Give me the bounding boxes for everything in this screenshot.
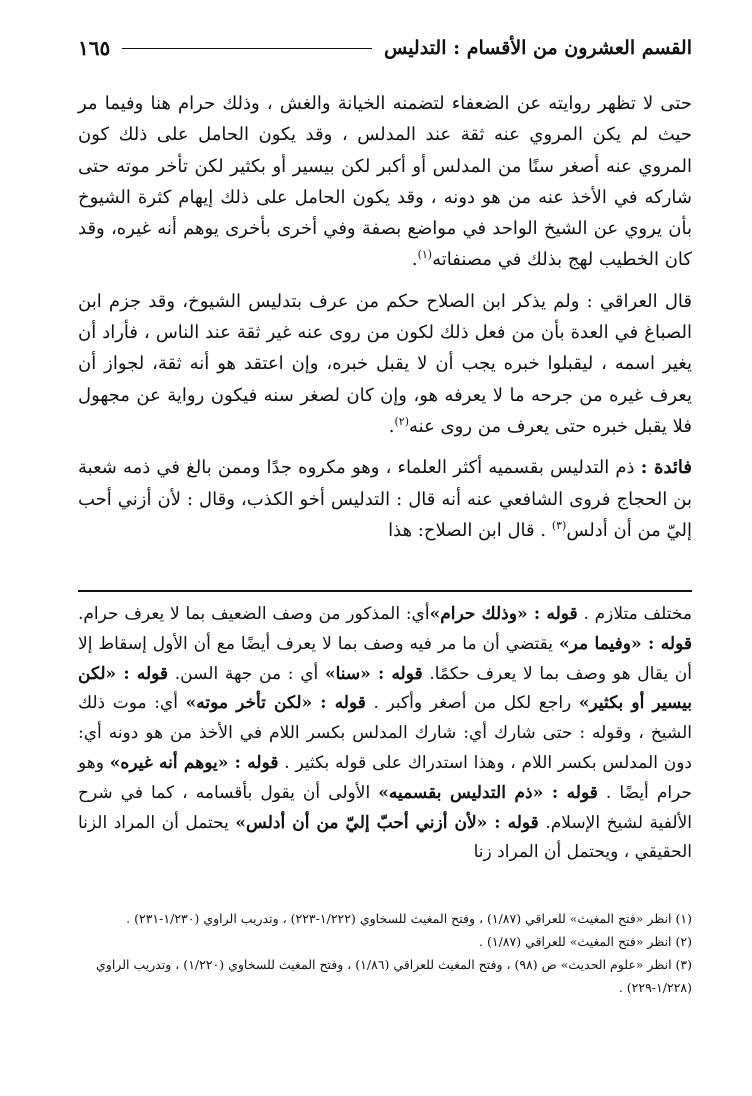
commentary-divider xyxy=(78,590,692,592)
commentary-text-7: وهو حرام أيضًا . xyxy=(78,752,692,803)
paragraph-3-text: ذم التدليس بقسميه أكثر العلماء ، وهو مكروه جدًا وممن بالغ في ذمه شعبة بن الحجاج فروى الشافعي عنه أنه قال : التدليس أخو الكذب، وقال : لأن أزني أحب إليّ من أن أدلس xyxy=(78,457,692,541)
commentary-keyword-3: قوله : «سنا» xyxy=(324,663,423,684)
main-text xyxy=(78,88,692,546)
paragraph-3 xyxy=(78,452,692,546)
commentary-keyword-7: قوله : «ذم التدليس بقسميه» xyxy=(378,782,598,803)
footnote-2: (٢) انظر «فتح المغيث» للعراقي (١/٨٧) . xyxy=(479,934,692,949)
footnote-ref-2: (٢) xyxy=(394,414,410,428)
commentary-text-2: أي: المذكور من وصف الضعيف بما لا يعرف حرام. xyxy=(78,604,430,624)
commentary-paragraph xyxy=(78,600,692,868)
paragraph-3-end: . قال ابن الصلاح: هذا xyxy=(388,519,552,541)
paragraph-2 xyxy=(78,286,692,442)
commentary-keyword-1: قوله : «وذلك حرام» xyxy=(429,604,578,624)
paragraph-1 xyxy=(78,88,692,276)
commentary-text-6: أي: موت ذلك الشيخ ، وقوله : حتى شارك أي: شارك المدلس بكسر اللام في الأخذ من هو دونه أي: دون المدلس بكسر اللام ، وهذا استدراك على قوله بكثير . xyxy=(78,693,692,773)
paragraph-1-end: . xyxy=(411,249,418,271)
commentary-text-8: الأولى أن يقول بأقسامه ، كما في شرح الألفية لشيخ الإسلام. xyxy=(78,782,692,833)
commentary-keyword-4: قوله : «لكن بيسير أو بكثير» xyxy=(78,663,693,714)
commentary-text-3: يقتضي أن ما مر فيه وصف بما لا يعرف أيضًا مع أن الأول إسقاط إلا أن يقال هو وصف بما لا يعرف حكمًا. xyxy=(78,633,692,684)
paragraph-2-end: . xyxy=(388,415,395,437)
commentary-text-5: راجع لكل من أصغر وأكبر . xyxy=(365,693,579,714)
commentary-keyword-2: قوله : «وفيما مر» xyxy=(558,633,692,654)
commentary-text-9: يحتمل أن المراد الزنا الحقيقي ، ويحتمل أن المراد زنا xyxy=(78,812,692,863)
commentary-text-4: أي : من جهة السن. xyxy=(168,663,325,684)
benefit-label: فائدة : xyxy=(640,457,693,479)
paragraph-1-text: حتى لا تظهر روايته عن الضعفاء لتضمنه الخيانة والغش ، وذلك حرام هنا وفيما مر حيث لم يكن المروي عنه ثقة عند المدلس ، وقد يكون الحامل على ذلك كون المروي عنه أصغر سنًا من المدلس أو أكبر لكن بيسير أو بكثير لكن تأخر موته حتى شاركه في الأخذ عنه من هو دونه ، وقد يكون الحامل على ذلك إيهام كثرة الشيوخ بأن يروي عن الشيخ الواحد في مواضع بصفة وفي أخرى بأخرى يوهم أنه غيره، وقد كان الخطيب لهج بذلك في مصنفاته xyxy=(78,93,692,271)
footnote-1: (١) انظر «فتح المغيث» للعراقي (١/٨٧) ، وفتح المغيث للسخاوي (١/٢٢٢-٢٢٣) ، وتدريب الراوي (١/٢٣٠-٢٣١) . xyxy=(126,911,692,926)
commentary-keyword-5: قوله : «لكن تأخر موته» xyxy=(185,693,366,714)
paragraph-2-text: قال العراقي : ولم يذكر ابن الصلاح حكم من عرف بتدليس الشيوخ، وقد جزم ابن الصباغ في العدة بأن من فعل ذلك لكون من روى عنه غير ثقة عند الناس ، فأراد أن يغير اسمه ، ليقبلوا خبره يجب أن لا يقبل خبره، وإن اعتقد هو أنه ثقة، لجواز أن يعرف غيره من جرحه ما لا يعرفه هو، وإن كان لصغر سنه فيكون رواية عن مجهول فلا يقبل خبره حتى يعرف من روى عنه xyxy=(78,290,692,437)
footnote-3: (٣) انظر «علوم الحديث» ص (٩٨) ، وفتح المغيث للعراقي (١/٨٦) ، وفتح المغيث للسخاوي (١/٢٢٠) ، وتدريب الراوي (١/٢٢٨-٢٢٩) . xyxy=(96,957,692,995)
commentary-keyword-6: قوله : «يوهم أنه غيره» xyxy=(109,752,279,773)
header-rule xyxy=(122,48,372,49)
page-number: ١٦٥ xyxy=(78,36,111,60)
commentary-keyword-8: قوله : «لأن أزني أحبّ إليّ من أن أدلس» xyxy=(235,812,539,833)
running-title: القسم العشرون من الأقسام : التدليس xyxy=(383,37,692,59)
footnote-ref-1: (١) xyxy=(417,248,433,262)
page-header xyxy=(78,28,692,68)
commentary-text-1: مختلف متلازم . xyxy=(577,604,692,624)
footnote-ref-3: (٣) xyxy=(551,518,567,532)
commentary-text xyxy=(78,600,692,868)
footnotes xyxy=(78,907,692,999)
